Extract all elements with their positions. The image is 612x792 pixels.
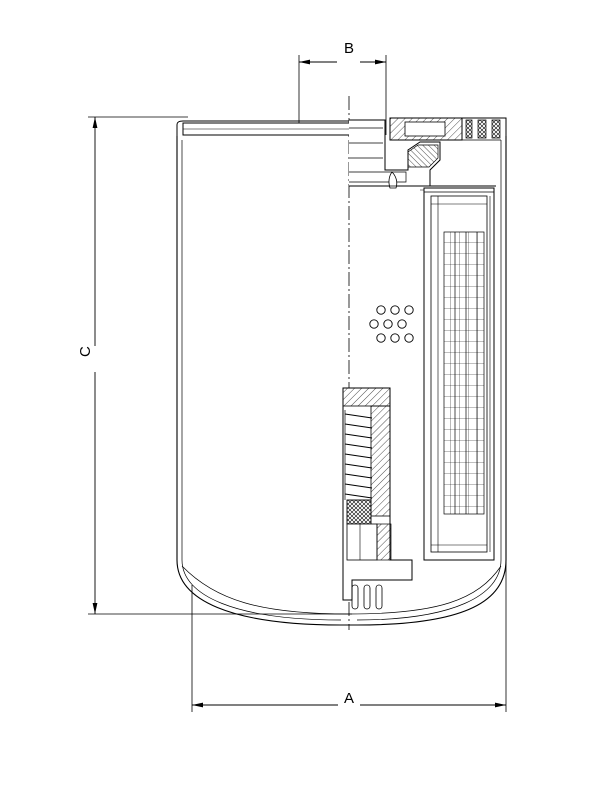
centre-tube bbox=[343, 388, 412, 609]
dimension-C bbox=[88, 117, 352, 614]
dimension-label-a: A bbox=[344, 690, 355, 707]
dimension-label-c: C bbox=[77, 346, 94, 357]
filter-element bbox=[424, 188, 494, 560]
seal-gasket bbox=[177, 118, 506, 140]
inlet-holes bbox=[370, 306, 413, 342]
dimension-label-b: B bbox=[344, 40, 355, 57]
